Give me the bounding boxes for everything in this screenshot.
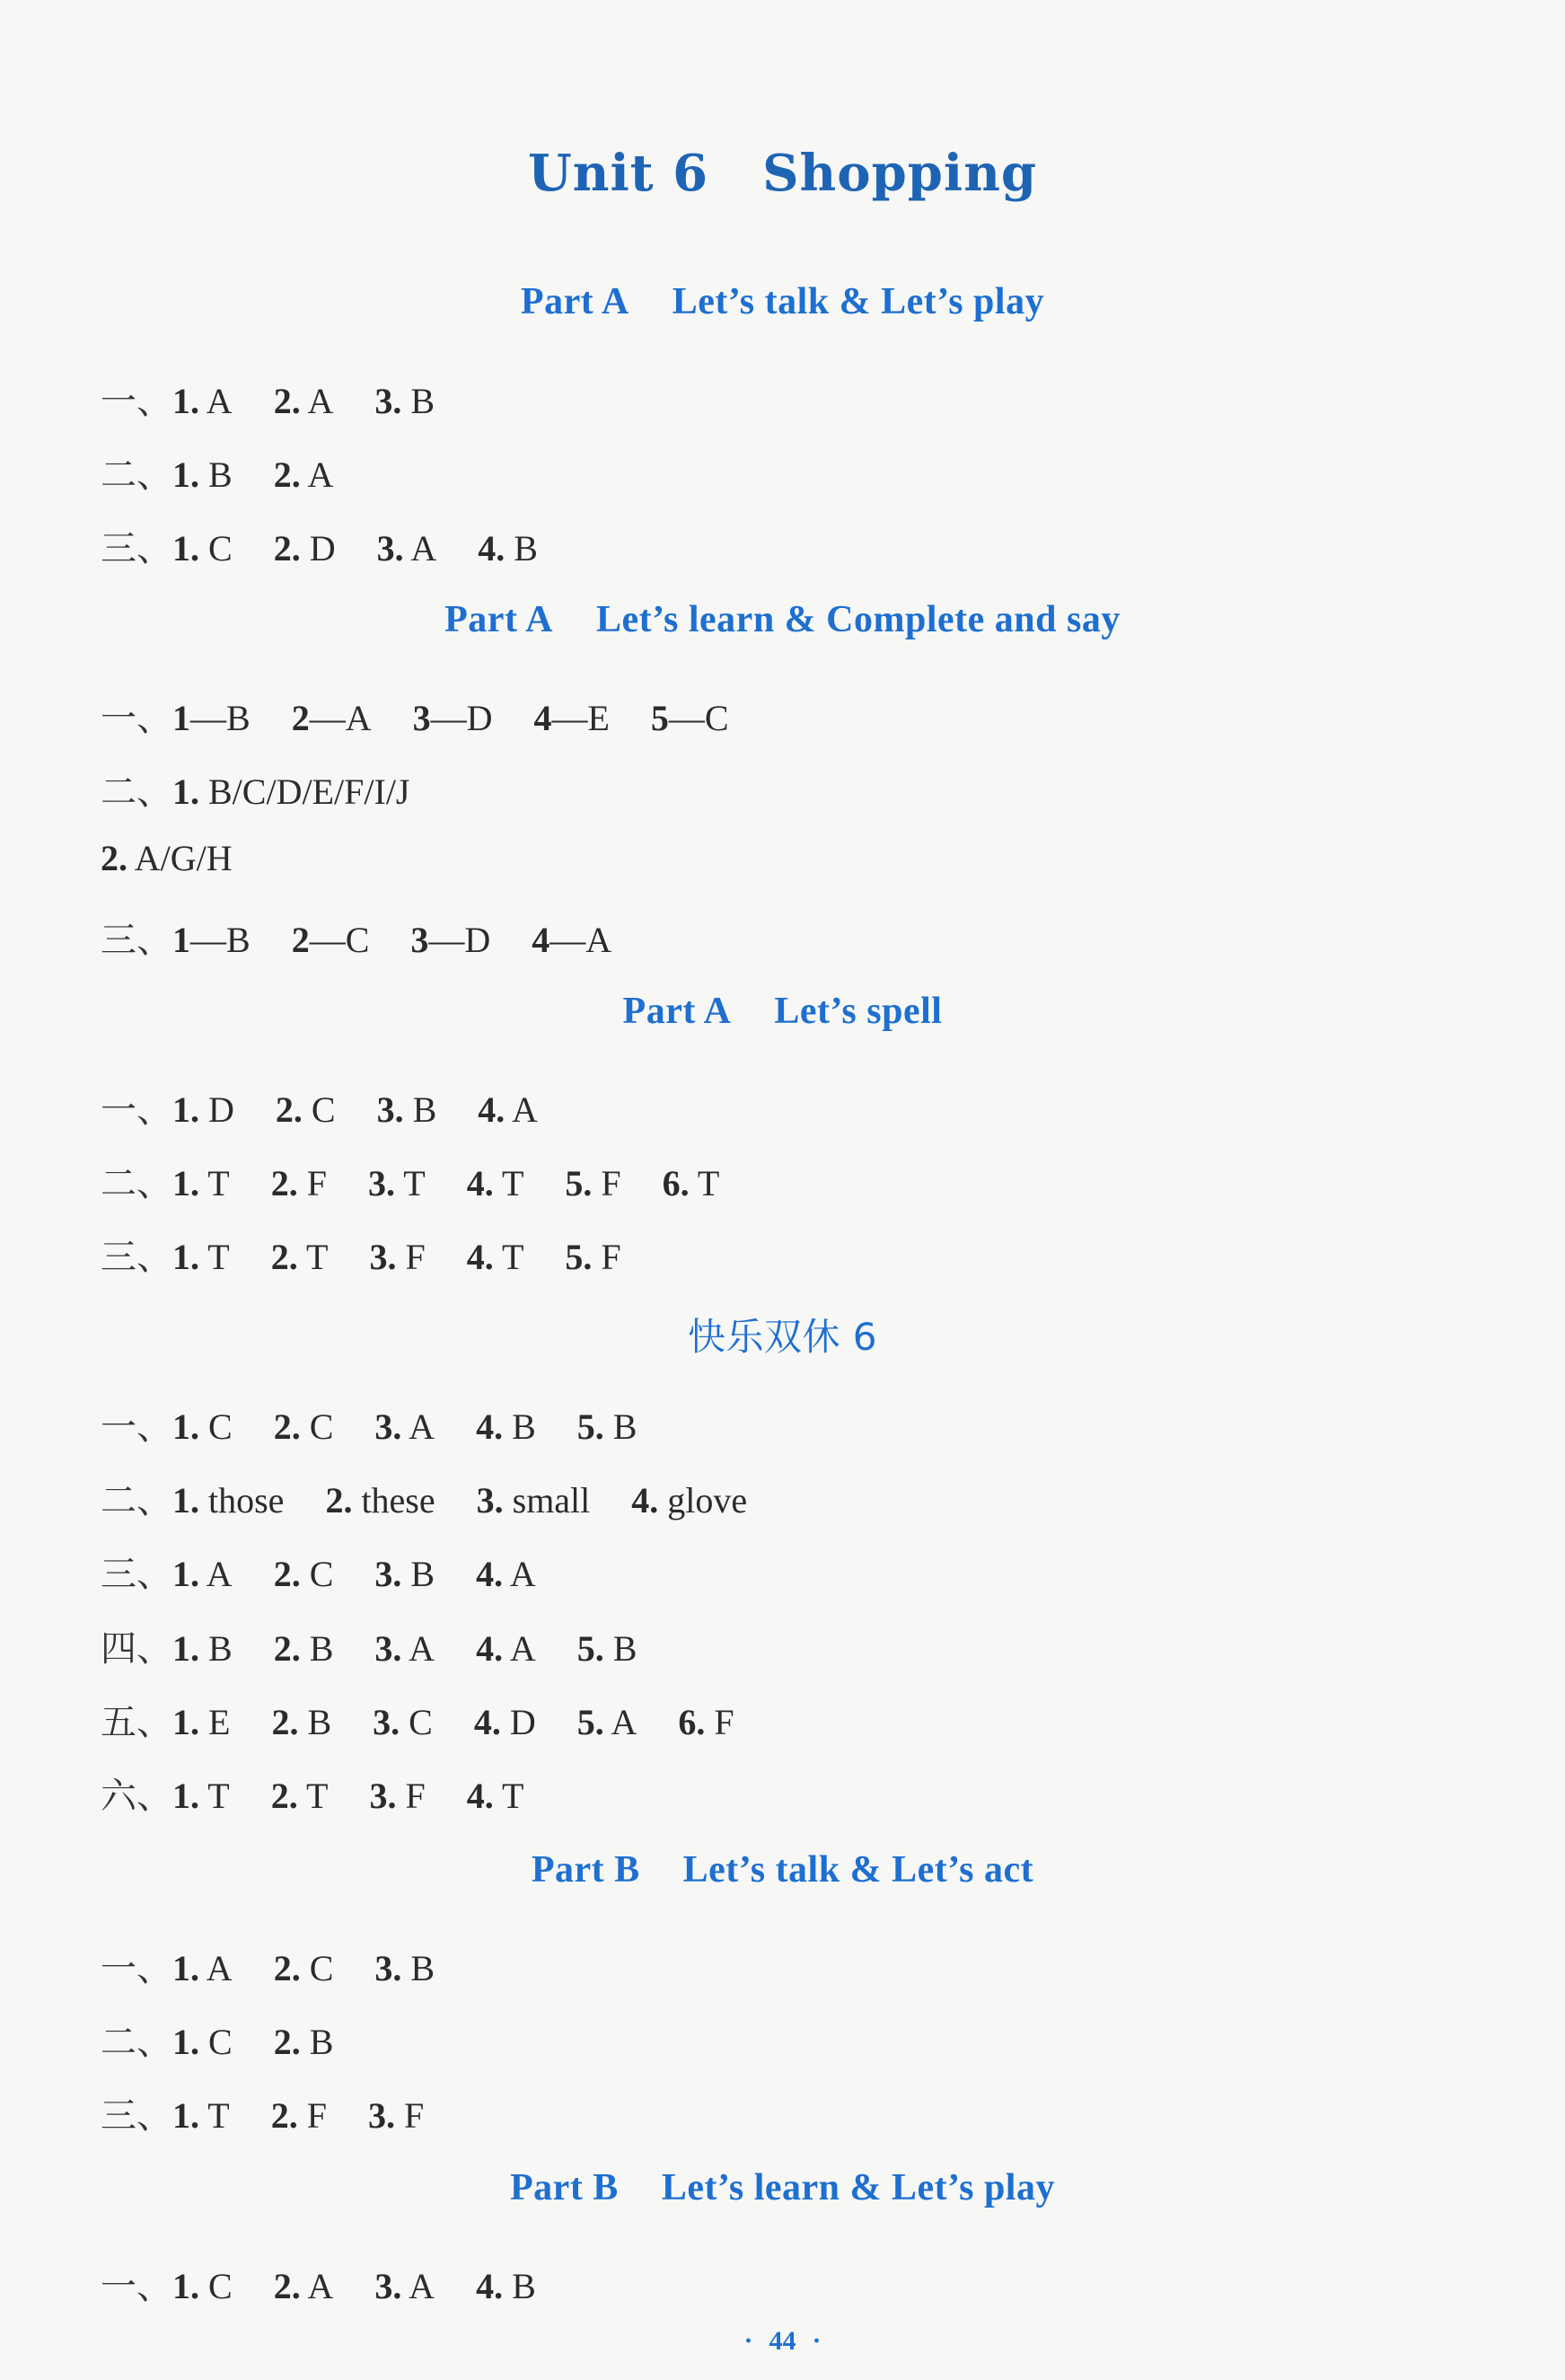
answer-line bbox=[101, 1472, 747, 1523]
answer-line bbox=[101, 373, 435, 424]
answer-line bbox=[101, 912, 611, 963]
answer-item: 3. B bbox=[376, 1089, 437, 1130]
answer-item: 2. C bbox=[273, 1406, 334, 1447]
answer-item: 2. A/G/H bbox=[101, 838, 233, 878]
answer-item: 4. B bbox=[476, 2266, 536, 2306]
answer-item: 3—D bbox=[412, 698, 493, 738]
question-group-label: 一、 bbox=[101, 698, 172, 739]
question-group-label: 一、 bbox=[101, 1406, 172, 1448]
answer-item: 2—C bbox=[291, 920, 370, 960]
question-group-label: 五、 bbox=[101, 1702, 172, 1743]
answer-line bbox=[101, 1155, 719, 1206]
answer-item: 2. B bbox=[271, 1702, 332, 1742]
answer-item: 4. A bbox=[476, 1554, 536, 1594]
question-group-label: 三、 bbox=[101, 1237, 172, 1278]
answer-item: 1. T bbox=[172, 1237, 230, 1277]
section-name: Let’s spell bbox=[774, 991, 943, 1032]
answer-item: 1—B bbox=[172, 920, 251, 960]
answer-item: 1. A bbox=[172, 1948, 233, 1988]
answer-item: 2. A bbox=[273, 2266, 334, 2306]
section-name: 快乐双休 6 bbox=[687, 1315, 878, 1359]
page-number-dot-left: · bbox=[743, 2326, 753, 2356]
answer-item: 1. E bbox=[172, 1702, 231, 1742]
answer-item: 3. B bbox=[374, 1948, 435, 1988]
question-group-label: 六、 bbox=[101, 1776, 172, 1817]
page-number-value: 44 bbox=[769, 2326, 796, 2356]
answer-item: 1. B bbox=[172, 1628, 233, 1669]
question-group-label: 二、 bbox=[101, 771, 172, 813]
answer-item: 2. F bbox=[270, 1163, 327, 1203]
answer-item: 1. B/C/D/E/F/I/J bbox=[172, 771, 410, 812]
answer-item: 4—A bbox=[532, 920, 612, 960]
answer-item: 4. T bbox=[466, 1163, 524, 1203]
unit-title bbox=[0, 144, 1565, 203]
question-group-label: 二、 bbox=[101, 454, 172, 496]
question-group-label: 三、 bbox=[101, 920, 172, 961]
answer-item: 1. T bbox=[172, 1776, 230, 1816]
answer-item: 6. T bbox=[662, 1163, 720, 1203]
answer-item: 1. T bbox=[172, 2095, 230, 2136]
answer-line bbox=[101, 1940, 435, 1991]
answer-item: 5. F bbox=[565, 1237, 621, 1277]
question-group-label: 一、 bbox=[101, 381, 172, 422]
answer-line bbox=[101, 1398, 637, 1450]
answer-item: 3. B bbox=[374, 381, 435, 421]
unit-topic: Shopping bbox=[762, 144, 1038, 203]
question-group-label: 三、 bbox=[101, 528, 172, 569]
answer-line bbox=[101, 1081, 538, 1133]
section-heading bbox=[0, 598, 1565, 641]
answer-line bbox=[101, 837, 233, 879]
answer-item: 4. B bbox=[476, 1406, 536, 1447]
answer-item: 5. A bbox=[576, 1702, 637, 1742]
question-group-label: 二、 bbox=[101, 1480, 172, 1521]
answer-item: 1. C bbox=[172, 528, 233, 569]
answer-line bbox=[101, 1620, 637, 1671]
section-heading bbox=[0, 990, 1565, 1033]
answer-item: 2. D bbox=[273, 528, 336, 569]
section-name: Let’s talk & Let’s act bbox=[682, 1849, 1034, 1891]
answer-item: 2. T bbox=[270, 1776, 329, 1816]
answer-item: 5. B bbox=[576, 1406, 637, 1447]
answer-item: 3. C bbox=[373, 1702, 433, 1742]
answer-item: 2. B bbox=[273, 1628, 334, 1669]
section-name: Let’s talk & Let’s play bbox=[672, 281, 1045, 322]
section-name: Let’s learn & Complete and say bbox=[595, 599, 1121, 640]
answer-line bbox=[101, 763, 410, 815]
question-group-label: 四、 bbox=[101, 1628, 172, 1670]
answer-item: 3. small bbox=[476, 1480, 591, 1521]
answer-line bbox=[101, 1694, 734, 1745]
answer-item: 5. F bbox=[565, 1163, 621, 1203]
section-part: Part B bbox=[531, 1849, 640, 1891]
answer-item: 1. C bbox=[172, 1406, 233, 1447]
answer-item: 2. C bbox=[273, 1948, 334, 1988]
answer-line bbox=[101, 1767, 523, 1819]
answer-item: 2. C bbox=[273, 1554, 334, 1594]
answer-item: 3. A bbox=[374, 2266, 435, 2306]
answer-item: 5. B bbox=[576, 1628, 637, 1669]
answer-item: 4. A bbox=[476, 1628, 536, 1669]
answer-item: 3—D bbox=[410, 920, 491, 960]
answer-item: 2. A bbox=[273, 454, 334, 495]
question-group-label: 三、 bbox=[101, 2095, 172, 2137]
section-heading bbox=[0, 1308, 1565, 1362]
answer-item: 3. B bbox=[374, 1554, 435, 1594]
answer-item: 1. those bbox=[172, 1480, 285, 1521]
answer-item: 3. T bbox=[367, 1163, 426, 1203]
answer-item: 3. A bbox=[374, 1628, 435, 1669]
answer-item: 2. C bbox=[275, 1089, 336, 1130]
section-part: Part B bbox=[510, 2167, 619, 2208]
section-heading bbox=[0, 1848, 1565, 1891]
unit-label: Unit 6 bbox=[527, 144, 709, 203]
answer-item: 2. A bbox=[273, 381, 334, 421]
answer-item: 2. these bbox=[325, 1480, 435, 1521]
question-group-label: 二、 bbox=[101, 1163, 172, 1204]
question-group-label: 一、 bbox=[101, 1948, 172, 1989]
section-heading bbox=[0, 280, 1565, 323]
answer-item: 2. B bbox=[273, 2022, 334, 2062]
answer-item: 3. A bbox=[374, 1406, 435, 1447]
answer-item: 3. A bbox=[376, 528, 437, 569]
answer-item: 1. B bbox=[172, 454, 233, 495]
answer-item: 4. T bbox=[466, 1237, 524, 1277]
answer-item: 1. A bbox=[172, 1554, 233, 1594]
question-group-label: 二、 bbox=[101, 2022, 172, 2063]
answer-item: 5—C bbox=[650, 698, 729, 738]
answer-line bbox=[101, 446, 333, 498]
answer-item: 2. F bbox=[270, 2095, 327, 2136]
answer-item: 4. B bbox=[478, 528, 538, 569]
answer-item: 2. T bbox=[270, 1237, 329, 1277]
section-heading bbox=[0, 2166, 1565, 2209]
answer-item: 4. D bbox=[473, 1702, 536, 1742]
answer-item: 1. T bbox=[172, 1163, 230, 1203]
page-number-dot-right: · bbox=[812, 2326, 822, 2356]
page-number bbox=[0, 2326, 1565, 2357]
answer-item: 1—B bbox=[172, 698, 251, 738]
answer-item: 4. A bbox=[478, 1089, 538, 1130]
answer-line bbox=[101, 2258, 536, 2309]
question-group-label: 三、 bbox=[101, 1554, 172, 1595]
answer-item: 1. C bbox=[172, 2022, 233, 2062]
answer-item: 4. glove bbox=[631, 1480, 748, 1521]
question-group-label: 一、 bbox=[101, 1089, 172, 1131]
answer-line bbox=[101, 690, 729, 741]
answer-item: 1. A bbox=[172, 381, 233, 421]
answer-line bbox=[101, 1229, 621, 1280]
answer-item: 4—E bbox=[533, 698, 610, 738]
answer-line bbox=[101, 2087, 424, 2138]
answer-item: 4. T bbox=[466, 1776, 524, 1816]
answer-line bbox=[101, 2014, 333, 2065]
section-part: Part A bbox=[520, 281, 629, 322]
answer-item: 3. F bbox=[367, 2095, 425, 2136]
answer-item: 1. C bbox=[172, 2266, 233, 2306]
answer-line bbox=[101, 520, 538, 571]
answer-item: 6. F bbox=[678, 1702, 734, 1742]
answer-item: 2—A bbox=[291, 698, 372, 738]
section-part: Part A bbox=[444, 599, 553, 640]
question-group-label: 一、 bbox=[101, 2266, 172, 2307]
section-part: Part A bbox=[622, 991, 732, 1032]
answer-item: 3. F bbox=[369, 1237, 426, 1277]
answer-line bbox=[101, 1546, 536, 1597]
section-name: Let’s learn & Let’s play bbox=[661, 2167, 1055, 2208]
answer-item: 3. F bbox=[369, 1776, 426, 1816]
answer-item: 1. D bbox=[172, 1089, 234, 1130]
